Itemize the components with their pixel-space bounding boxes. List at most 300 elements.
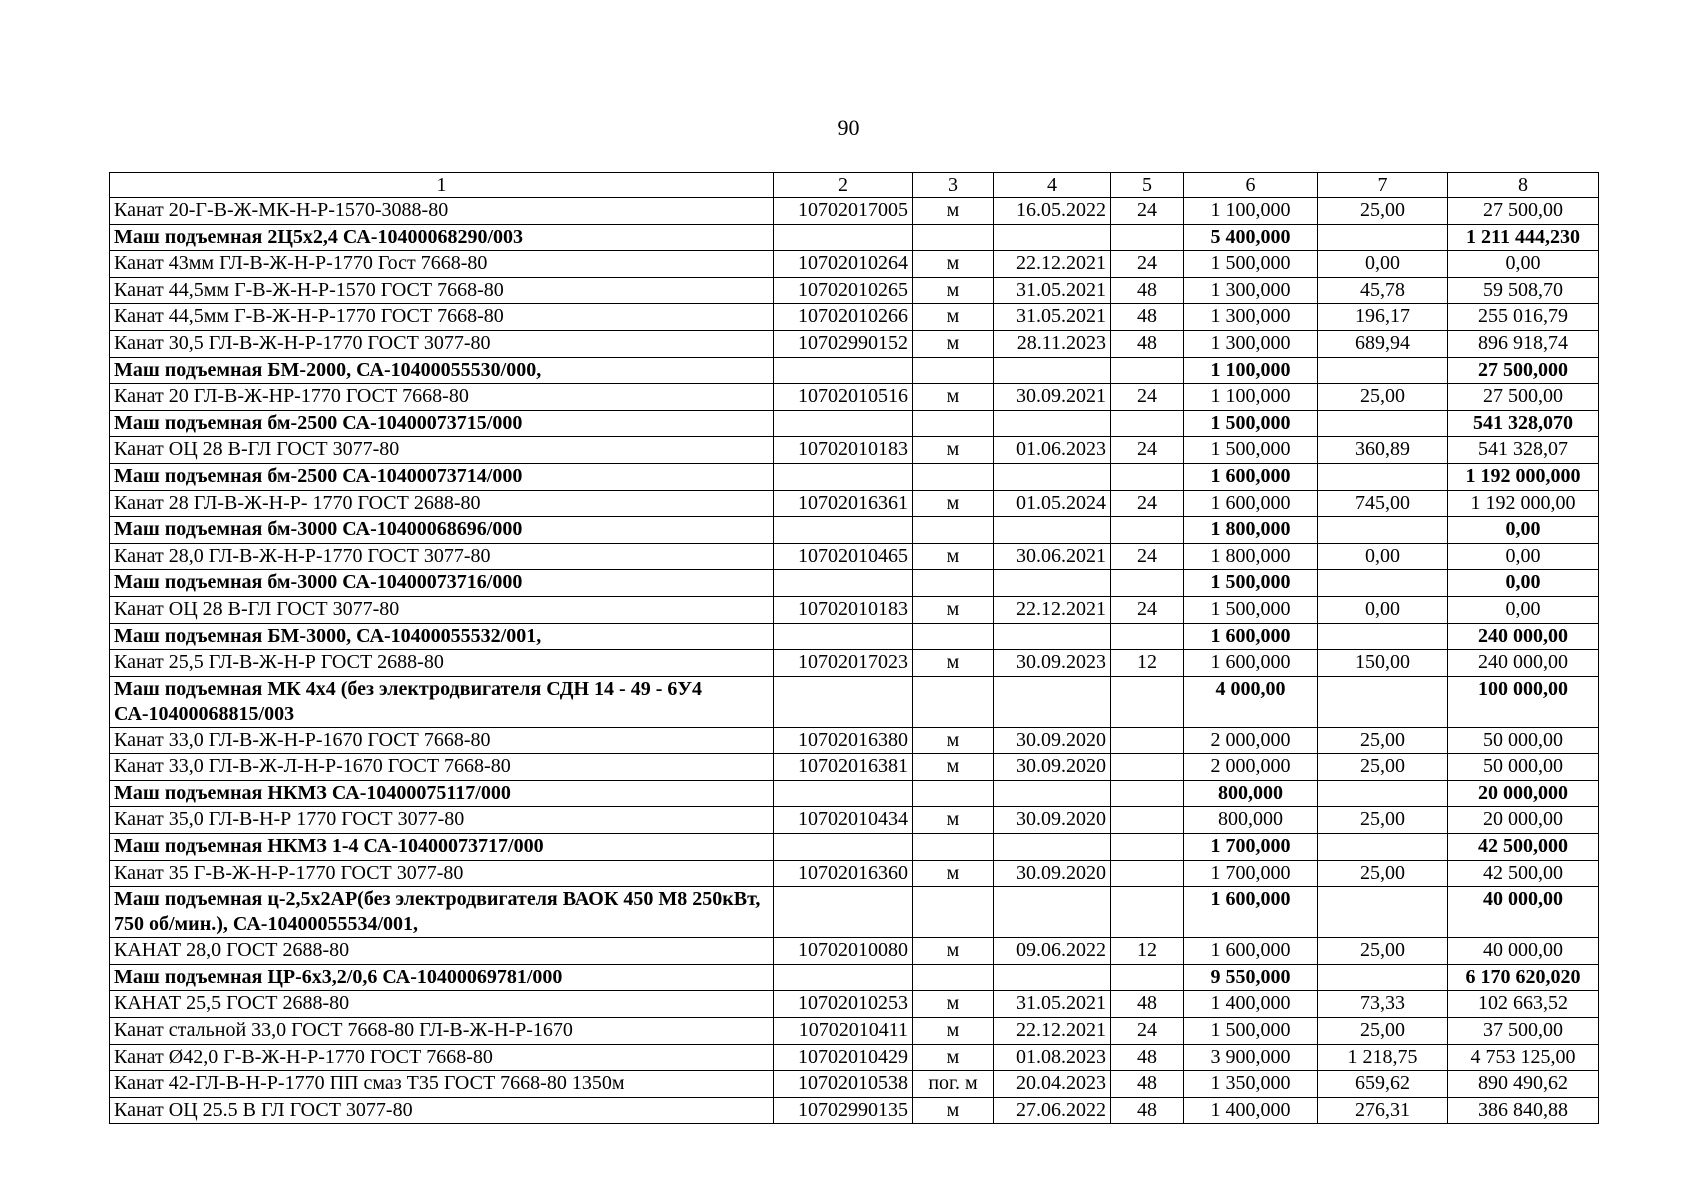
- table-row: [110, 330, 1599, 357]
- date-cell: [994, 357, 1111, 384]
- name-cell: Канат 35 Г-В-Ж-Н-Р-1770 ГОСТ 3077-80: [110, 860, 774, 887]
- date-cell: 27.06.2022: [994, 1097, 1111, 1124]
- price-cell: [1318, 676, 1448, 727]
- name-cell: Канат ОЦ 28 В-ГЛ ГОСТ 3077-80: [110, 596, 774, 623]
- qty-cell: 1 500,000: [1184, 251, 1318, 278]
- unit-cell: м: [913, 596, 994, 623]
- date-cell: 30.09.2020: [994, 807, 1111, 834]
- code-cell: 10702010411: [774, 1018, 913, 1045]
- sum-cell: 27 500,00: [1448, 384, 1599, 411]
- price-cell: 25,00: [1318, 754, 1448, 781]
- term-cell: [1111, 463, 1184, 490]
- unit-cell: м: [913, 198, 994, 225]
- date-cell: 22.12.2021: [994, 251, 1111, 278]
- unit-cell: [913, 357, 994, 384]
- price-cell: 25,00: [1318, 860, 1448, 887]
- term-cell: 48: [1111, 1071, 1184, 1098]
- price-cell: [1318, 834, 1448, 861]
- price-cell: [1318, 780, 1448, 807]
- term-cell: [1111, 834, 1184, 861]
- code-cell: [774, 224, 913, 251]
- sum-cell: 42 500,000: [1448, 834, 1599, 861]
- qty-cell: 4 000,00: [1184, 676, 1318, 727]
- qty-cell: 1 100,000: [1184, 357, 1318, 384]
- section-row: [110, 570, 1599, 597]
- unit-cell: м: [913, 727, 994, 754]
- sum-cell: 27 500,000: [1448, 357, 1599, 384]
- sum-cell: 50 000,00: [1448, 754, 1599, 781]
- date-cell: [994, 410, 1111, 437]
- term-cell: 24: [1111, 251, 1184, 278]
- table-row: [110, 727, 1599, 754]
- code-cell: 10702010183: [774, 437, 913, 464]
- qty-cell: 1 500,000: [1184, 410, 1318, 437]
- term-cell: [1111, 964, 1184, 991]
- sum-cell: 50 000,00: [1448, 727, 1599, 754]
- header-row: [110, 173, 1599, 198]
- price-cell: 25,00: [1318, 727, 1448, 754]
- code-cell: 10702010429: [774, 1044, 913, 1071]
- term-cell: 48: [1111, 304, 1184, 331]
- date-cell: 28.11.2023: [994, 330, 1111, 357]
- sum-cell: 37 500,00: [1448, 1018, 1599, 1045]
- date-cell: [994, 623, 1111, 650]
- name-cell: Маш подъемная бм-3000 СА-10400068696/000: [110, 517, 774, 544]
- name-cell: КАНАТ 25,5 ГОСТ 2688-80: [110, 991, 774, 1018]
- unit-cell: [913, 676, 994, 727]
- name-cell: Маш подъемная ЦР-6х3,2/0,6 СА-10400069781/000: [110, 964, 774, 991]
- code-cell: 10702016361: [774, 490, 913, 517]
- table-row: [110, 277, 1599, 304]
- price-cell: 276,31: [1318, 1097, 1448, 1124]
- name-cell: Канат 33,0 ГЛ-В-Ж-Н-Р-1670 ГОСТ 7668-80: [110, 727, 774, 754]
- table-row: [110, 1071, 1599, 1098]
- code-cell: 10702010538: [774, 1071, 913, 1098]
- term-cell: 24: [1111, 596, 1184, 623]
- section-row: [110, 463, 1599, 490]
- price-cell: [1318, 887, 1448, 938]
- date-cell: 22.12.2021: [994, 596, 1111, 623]
- sum-cell: 100 000,00: [1448, 676, 1599, 727]
- code-cell: [774, 463, 913, 490]
- price-cell: [1318, 623, 1448, 650]
- qty-cell: 1 500,000: [1184, 1018, 1318, 1045]
- qty-cell: 1 600,000: [1184, 887, 1318, 938]
- name-cell: Канат 44,5мм Г-В-Ж-Н-Р-1570 ГОСТ 7668-80: [110, 277, 774, 304]
- code-cell: 10702010264: [774, 251, 913, 278]
- price-cell: 25,00: [1318, 1018, 1448, 1045]
- date-cell: [994, 964, 1111, 991]
- sum-cell: 255 016,79: [1448, 304, 1599, 331]
- sum-cell: 0,00: [1448, 517, 1599, 544]
- name-cell: Канат 35,0 ГЛ-В-Н-Р 1770 ГОСТ 3077-80: [110, 807, 774, 834]
- unit-cell: м: [913, 490, 994, 517]
- code-cell: 10702010080: [774, 938, 913, 965]
- term-cell: [1111, 807, 1184, 834]
- code-cell: 10702990152: [774, 330, 913, 357]
- qty-cell: 1 350,000: [1184, 1071, 1318, 1098]
- date-cell: [994, 224, 1111, 251]
- term-cell: [1111, 410, 1184, 437]
- term-cell: 24: [1111, 490, 1184, 517]
- page-number: 90: [837, 115, 860, 140]
- unit-cell: м: [913, 277, 994, 304]
- table-row: [110, 991, 1599, 1018]
- unit-cell: м: [913, 384, 994, 411]
- unit-cell: м: [913, 330, 994, 357]
- table-row: [110, 650, 1599, 677]
- table-row: [110, 1097, 1599, 1124]
- date-cell: 22.12.2021: [994, 1018, 1111, 1045]
- qty-cell: 1 600,000: [1184, 650, 1318, 677]
- sum-cell: 20 000,000: [1448, 780, 1599, 807]
- price-cell: 25,00: [1318, 198, 1448, 225]
- name-cell: Маш подъемная бм-2500 СА-10400073714/000: [110, 463, 774, 490]
- qty-cell: 800,000: [1184, 807, 1318, 834]
- price-cell: 150,00: [1318, 650, 1448, 677]
- sum-cell: 0,00: [1448, 596, 1599, 623]
- sum-cell: 40 000,00: [1448, 938, 1599, 965]
- price-cell: [1318, 570, 1448, 597]
- table-body: [110, 173, 1599, 1124]
- price-cell: 0,00: [1318, 543, 1448, 570]
- code-cell: [774, 887, 913, 938]
- sum-cell: 1 192 000,000: [1448, 463, 1599, 490]
- term-cell: [1111, 517, 1184, 544]
- section-row: [110, 834, 1599, 861]
- qty-cell: 1 600,000: [1184, 463, 1318, 490]
- date-cell: 31.05.2021: [994, 304, 1111, 331]
- date-cell: 01.06.2023: [994, 437, 1111, 464]
- date-cell: 01.08.2023: [994, 1044, 1111, 1071]
- price-cell: 45,78: [1318, 277, 1448, 304]
- price-cell: 73,33: [1318, 991, 1448, 1018]
- date-cell: 20.04.2023: [994, 1071, 1111, 1098]
- table-row: [110, 807, 1599, 834]
- date-cell: 30.09.2020: [994, 860, 1111, 887]
- unit-cell: м: [913, 754, 994, 781]
- term-cell: 24: [1111, 437, 1184, 464]
- unit-cell: м: [913, 251, 994, 278]
- code-cell: 10702010516: [774, 384, 913, 411]
- date-cell: [994, 780, 1111, 807]
- section-row: [110, 964, 1599, 991]
- section-row: [110, 357, 1599, 384]
- qty-cell: 1 600,000: [1184, 938, 1318, 965]
- unit-cell: [913, 463, 994, 490]
- table-row: [110, 304, 1599, 331]
- price-cell: 689,94: [1318, 330, 1448, 357]
- code-cell: [774, 780, 913, 807]
- qty-cell: 1 300,000: [1184, 277, 1318, 304]
- name-cell: Маш подъемная 2Ц5х2,4 СА-10400068290/003: [110, 224, 774, 251]
- code-cell: [774, 410, 913, 437]
- term-cell: [1111, 570, 1184, 597]
- price-cell: 0,00: [1318, 596, 1448, 623]
- unit-cell: [913, 780, 994, 807]
- table-row: [110, 437, 1599, 464]
- unit-cell: [913, 410, 994, 437]
- name-cell: Маш подъемная БМ-2000, СА-10400055530/000,: [110, 357, 774, 384]
- table-row: [110, 860, 1599, 887]
- header-cell: 4: [994, 173, 1111, 198]
- price-cell: 25,00: [1318, 807, 1448, 834]
- table-row: [110, 596, 1599, 623]
- header-cell: 6: [1184, 173, 1318, 198]
- term-cell: 12: [1111, 650, 1184, 677]
- code-cell: [774, 676, 913, 727]
- sum-cell: 20 000,00: [1448, 807, 1599, 834]
- price-cell: [1318, 463, 1448, 490]
- qty-cell: 1 100,000: [1184, 198, 1318, 225]
- name-cell: Канат стальной 33,0 ГОСТ 7668-80 ГЛ-В-Ж-Н-Р-1670: [110, 1018, 774, 1045]
- qty-cell: 3 900,000: [1184, 1044, 1318, 1071]
- code-cell: [774, 964, 913, 991]
- sum-cell: 896 918,74: [1448, 330, 1599, 357]
- name-cell: Канат ОЦ 28 В-ГЛ ГОСТ 3077-80: [110, 437, 774, 464]
- qty-cell: 1 800,000: [1184, 517, 1318, 544]
- section-row: [110, 517, 1599, 544]
- code-cell: [774, 834, 913, 861]
- code-cell: 10702010253: [774, 991, 913, 1018]
- term-cell: [1111, 224, 1184, 251]
- section-row: [110, 676, 1599, 727]
- code-cell: 10702016380: [774, 727, 913, 754]
- section-row: [110, 623, 1599, 650]
- date-cell: 30.09.2020: [994, 727, 1111, 754]
- unit-cell: [913, 887, 994, 938]
- term-cell: 48: [1111, 991, 1184, 1018]
- code-cell: 10702010183: [774, 596, 913, 623]
- table-row: [110, 490, 1599, 517]
- code-cell: [774, 623, 913, 650]
- sum-cell: 890 490,62: [1448, 1071, 1599, 1098]
- sum-cell: 1 192 000,00: [1448, 490, 1599, 517]
- date-cell: 01.05.2024: [994, 490, 1111, 517]
- price-cell: 25,00: [1318, 938, 1448, 965]
- price-cell: [1318, 964, 1448, 991]
- date-cell: [994, 463, 1111, 490]
- qty-cell: 1 100,000: [1184, 384, 1318, 411]
- name-cell: Канат 42-ГЛ-В-Н-Р-1770 ПП смаз Т35 ГОСТ 7668-80 1350м: [110, 1071, 774, 1098]
- sum-cell: 386 840,88: [1448, 1097, 1599, 1124]
- name-cell: Маш подъемная бм-3000 СА-10400073716/000: [110, 570, 774, 597]
- unit-cell: [913, 224, 994, 251]
- code-cell: [774, 570, 913, 597]
- name-cell: Канат 20-Г-В-Ж-МК-Н-Р-1570-3088-80: [110, 198, 774, 225]
- section-row: [110, 780, 1599, 807]
- sum-cell: 6 170 620,020: [1448, 964, 1599, 991]
- qty-cell: 1 600,000: [1184, 623, 1318, 650]
- term-cell: 24: [1111, 198, 1184, 225]
- term-cell: 24: [1111, 543, 1184, 570]
- unit-cell: м: [913, 1097, 994, 1124]
- unit-cell: [913, 570, 994, 597]
- sum-cell: 0,00: [1448, 251, 1599, 278]
- unit-cell: [913, 834, 994, 861]
- unit-cell: м: [913, 543, 994, 570]
- code-cell: 10702010465: [774, 543, 913, 570]
- name-cell: Маш подъемная ц-2,5х2АР(без электродвигателя ВАОК 450 М8 250кВт, 750 об/мин.), СА-10400055534/001,: [110, 887, 774, 938]
- table-row: [110, 251, 1599, 278]
- term-cell: [1111, 357, 1184, 384]
- header-cell: 2: [774, 173, 913, 198]
- qty-cell: 9 550,000: [1184, 964, 1318, 991]
- section-row: [110, 887, 1599, 938]
- name-cell: Канат 20 ГЛ-В-Ж-НР-1770 ГОСТ 7668-80: [110, 384, 774, 411]
- sum-cell: 240 000,00: [1448, 623, 1599, 650]
- date-cell: [994, 834, 1111, 861]
- sum-cell: 102 663,52: [1448, 991, 1599, 1018]
- table-row: [110, 198, 1599, 225]
- term-cell: 48: [1111, 1044, 1184, 1071]
- price-cell: [1318, 224, 1448, 251]
- name-cell: Маш подъемная БМ-3000, СА-10400055532/001,: [110, 623, 774, 650]
- sum-cell: 27 500,00: [1448, 198, 1599, 225]
- price-cell: 0,00: [1318, 251, 1448, 278]
- qty-cell: 1 500,000: [1184, 570, 1318, 597]
- date-cell: 31.05.2021: [994, 991, 1111, 1018]
- name-cell: Канат 28,0 ГЛ-В-Ж-Н-Р-1770 ГОСТ 3077-80: [110, 543, 774, 570]
- name-cell: Канат 30,5 ГЛ-В-Ж-Н-Р-1770 ГОСТ 3077-80: [110, 330, 774, 357]
- price-cell: [1318, 517, 1448, 544]
- sum-cell: 59 508,70: [1448, 277, 1599, 304]
- unit-cell: м: [913, 938, 994, 965]
- sum-cell: 541 328,070: [1448, 410, 1599, 437]
- code-cell: 10702017005: [774, 198, 913, 225]
- header-cell: 7: [1318, 173, 1448, 198]
- term-cell: 48: [1111, 330, 1184, 357]
- date-cell: [994, 887, 1111, 938]
- unit-cell: м: [913, 1018, 994, 1045]
- name-cell: Маш подъемная МК 4х4 (без электродвигателя СДН 14 - 49 - 6У4 СА-10400068815/003: [110, 676, 774, 727]
- price-cell: 745,00: [1318, 490, 1448, 517]
- unit-cell: м: [913, 860, 994, 887]
- unit-cell: м: [913, 1044, 994, 1071]
- unit-cell: м: [913, 807, 994, 834]
- date-cell: [994, 570, 1111, 597]
- table-row: [110, 938, 1599, 965]
- qty-cell: 1 700,000: [1184, 860, 1318, 887]
- name-cell: Канат 25,5 ГЛ-В-Ж-Н-Р ГОСТ 2688-80: [110, 650, 774, 677]
- price-cell: [1318, 357, 1448, 384]
- unit-cell: м: [913, 437, 994, 464]
- unit-cell: м: [913, 991, 994, 1018]
- date-cell: 09.06.2022: [994, 938, 1111, 965]
- code-cell: 10702016360: [774, 860, 913, 887]
- table-row: [110, 1018, 1599, 1045]
- term-cell: [1111, 727, 1184, 754]
- qty-cell: 1 700,000: [1184, 834, 1318, 861]
- name-cell: Канат 43мм ГЛ-В-Ж-Н-Р-1770 Гост 7668-80: [110, 251, 774, 278]
- term-cell: 48: [1111, 1097, 1184, 1124]
- term-cell: 12: [1111, 938, 1184, 965]
- term-cell: [1111, 676, 1184, 727]
- table-row: [110, 754, 1599, 781]
- unit-cell: [913, 517, 994, 544]
- date-cell: 16.05.2022: [994, 198, 1111, 225]
- header-cell: 8: [1448, 173, 1599, 198]
- name-cell: Маш подъемная НКМЗ СА-10400075117/000: [110, 780, 774, 807]
- name-cell: КАНАТ 28,0 ГОСТ 2688-80: [110, 938, 774, 965]
- unit-cell: [913, 623, 994, 650]
- sum-cell: 0,00: [1448, 543, 1599, 570]
- header-cell: 1: [110, 173, 774, 198]
- price-cell: 25,00: [1318, 384, 1448, 411]
- sum-cell: 0,00: [1448, 570, 1599, 597]
- qty-cell: 5 400,000: [1184, 224, 1318, 251]
- unit-cell: м: [913, 304, 994, 331]
- qty-cell: 800,000: [1184, 780, 1318, 807]
- section-row: [110, 224, 1599, 251]
- price-cell: [1318, 410, 1448, 437]
- price-cell: 1 218,75: [1318, 1044, 1448, 1071]
- sum-cell: 42 500,00: [1448, 860, 1599, 887]
- sum-cell: 541 328,07: [1448, 437, 1599, 464]
- name-cell: Маш подъемная бм-2500 СА-10400073715/000: [110, 410, 774, 437]
- sum-cell: 40 000,00: [1448, 887, 1599, 938]
- term-cell: 24: [1111, 1018, 1184, 1045]
- name-cell: Канат ОЦ 25.5 В ГЛ ГОСТ 3077-80: [110, 1097, 774, 1124]
- code-cell: 10702010265: [774, 277, 913, 304]
- qty-cell: 2 000,000: [1184, 754, 1318, 781]
- term-cell: [1111, 623, 1184, 650]
- table-row: [110, 1044, 1599, 1071]
- qty-cell: 1 500,000: [1184, 437, 1318, 464]
- unit-cell: м: [913, 650, 994, 677]
- qty-cell: 1 400,000: [1184, 991, 1318, 1018]
- qty-cell: 1 300,000: [1184, 304, 1318, 331]
- sum-cell: 240 000,00: [1448, 650, 1599, 677]
- date-cell: [994, 517, 1111, 544]
- term-cell: 24: [1111, 384, 1184, 411]
- name-cell: Канат 44,5мм Г-В-Ж-Н-Р-1770 ГОСТ 7668-80: [110, 304, 774, 331]
- table-row: [110, 543, 1599, 570]
- term-cell: [1111, 860, 1184, 887]
- term-cell: [1111, 754, 1184, 781]
- code-cell: 10702010434: [774, 807, 913, 834]
- code-cell: [774, 357, 913, 384]
- date-cell: 30.09.2021: [994, 384, 1111, 411]
- qty-cell: 1 600,000: [1184, 490, 1318, 517]
- header-cell: 5: [1111, 173, 1184, 198]
- section-row: [110, 410, 1599, 437]
- code-cell: 10702016381: [774, 754, 913, 781]
- unit-cell: пог. м: [913, 1071, 994, 1098]
- name-cell: Канат Ø42,0 Г-В-Ж-Н-Р-1770 ГОСТ 7668-80: [110, 1044, 774, 1071]
- term-cell: [1111, 887, 1184, 938]
- sum-cell: 4 753 125,00: [1448, 1044, 1599, 1071]
- code-cell: 10702990135: [774, 1097, 913, 1124]
- name-cell: Канат 28 ГЛ-В-Ж-Н-Р- 1770 ГОСТ 2688-80: [110, 490, 774, 517]
- qty-cell: 1 300,000: [1184, 330, 1318, 357]
- unit-cell: [913, 964, 994, 991]
- date-cell: 30.06.2021: [994, 543, 1111, 570]
- qty-cell: 2 000,000: [1184, 727, 1318, 754]
- inventory-table: [109, 172, 1599, 1124]
- term-cell: [1111, 780, 1184, 807]
- qty-cell: 1 800,000: [1184, 543, 1318, 570]
- date-cell: 30.09.2023: [994, 650, 1111, 677]
- code-cell: [774, 517, 913, 544]
- price-cell: 659,62: [1318, 1071, 1448, 1098]
- qty-cell: 1 400,000: [1184, 1097, 1318, 1124]
- code-cell: 10702017023: [774, 650, 913, 677]
- name-cell: Канат 33,0 ГЛ-В-Ж-Л-Н-Р-1670 ГОСТ 7668-80: [110, 754, 774, 781]
- table-row: [110, 384, 1599, 411]
- term-cell: 48: [1111, 277, 1184, 304]
- code-cell: 10702010266: [774, 304, 913, 331]
